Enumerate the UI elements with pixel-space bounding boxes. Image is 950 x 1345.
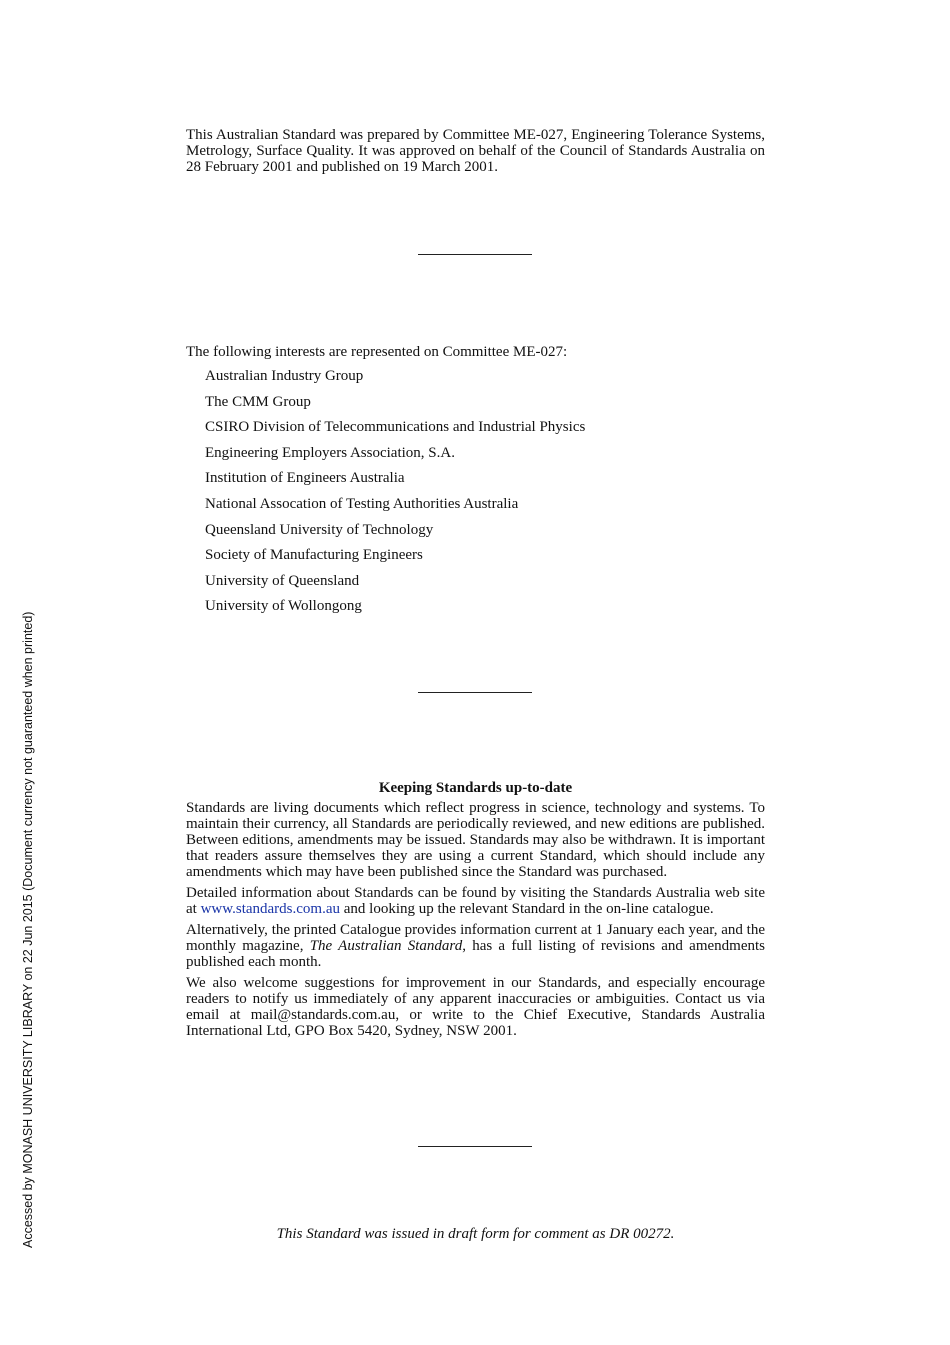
keeping-p3-text-end: , has a full listing of revisions and amendments published each month.	[186, 938, 765, 970]
keeping-paragraph-1: Standards are living documents which reflect progress in science, technology and systems. To maintain their currency, all Standards are periodically reviewed, and new editions are published. Between editions, amendments may be issued. Standards may also be withdrawn. It is important that readers assure themselves they are using a current Standard, which should include any amendments which may have been published since the Standard was purchased.	[186, 800, 765, 880]
document-page	[186, 0, 765, 1345]
keeping-p3-text: Alternatively, the printed Catalogue provides information current at 1 January each year, and the monthly magazine,	[186, 922, 765, 954]
committee-member: University of Wollongong	[205, 598, 362, 615]
committee-member: CSIRO Division of Telecommunications and Industrial Physics	[205, 419, 586, 436]
keeping-paragraph-4: We also welcome suggestions for improvement in our Standards, and especially encourage readers to notify us immediately of any apparent inaccuracies or ambiguities. Contact us via email at mail@standards.com.au, or write to the Chief Executive, Standards Australia International Ltd, GPO Box 5420, Sydney, NSW 2001.	[186, 975, 765, 1039]
keeping-title: Keeping Standards up-to-date	[378, 780, 573, 796]
committee-member: Engineering Employers Association, S.A.	[205, 444, 455, 461]
preparation-statement	[186, 127, 765, 175]
committee-member: National Assocation of Testing Authorities Australia	[205, 495, 519, 512]
committee-member: Australian Industry Group	[205, 368, 364, 384]
committee-section	[186, 342, 765, 622]
intro-paragraph: This Australian Standard was prepared by Committee ME-027, Engineering Tolerance Systems, Metrology, Surface Quality. It was approved on behalf of the Council of Standards Australia on 28 February 2001 and published on 19 March 2001.	[186, 127, 765, 175]
magazine-title: The Australian Standard	[309, 938, 463, 954]
committee-heading: The following interests are represented on Committee ME-027:	[186, 344, 568, 360]
divider-rule-3	[418, 1146, 532, 1147]
keeping-p2-text-end: and looking up the relevant Standard in the on-line catalogue.	[340, 901, 714, 917]
divider-rule-2	[418, 692, 532, 693]
draft-note: This Standard was issued in draft form for comment as DR 00272.	[276, 1226, 675, 1242]
standards-website-link[interactable]: www.standards.com.au	[200, 901, 340, 917]
keeping-paragraph-2	[186, 885, 765, 917]
committee-member: The CMM Group	[205, 393, 311, 410]
divider-rule-1	[418, 254, 532, 255]
access-watermark: Accessed by MONASH UNIVERSITY LIBRARY on 22 Jun 2015 (Document currency not guaranteed when printed)	[21, 611, 35, 1248]
committee-member: University of Queensland	[205, 572, 360, 589]
committee-member-list	[186, 366, 765, 616]
committee-member: Society of Manufacturing Engineers	[205, 547, 423, 564]
committee-member: Queensland University of Technology	[205, 521, 434, 538]
committee-member: Institution of Engineers Australia	[205, 470, 405, 487]
keeping-standards-section	[186, 779, 765, 1044]
keeping-paragraph-3	[186, 922, 765, 970]
keeping-p2-text: Detailed information about Standards can be found by visiting the Standards Australia web site at	[186, 885, 765, 917]
